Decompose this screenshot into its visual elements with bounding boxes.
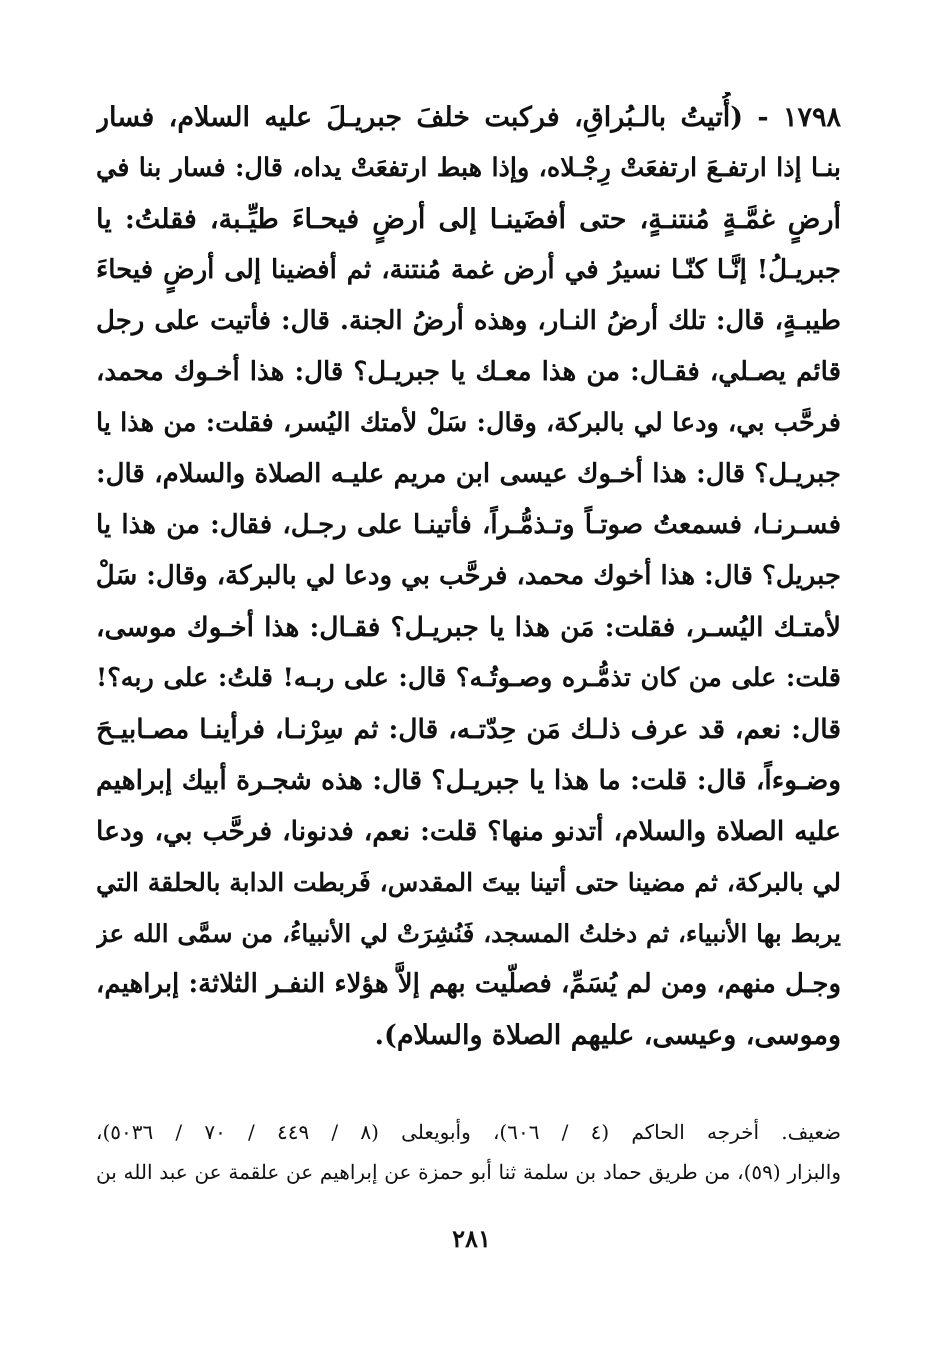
hadith-line: جبريل؟ قال: هذا أخوك محمد، فرحَّب بي ودعا لي بالبركة، وقال: سَلْ	[96, 561, 841, 591]
hadith-line: قال: نعم، قد عرف ذلـك مَن حِدّتـه، قال: ثم سِرْنـا، فرأينـا مصـابيـحَ	[96, 714, 841, 745]
hadith-line: لأمتـك اليُسـر، فقلت: مَن هذا يا جبريـل؟ فقـال: هذا أخـوك موسى،	[96, 612, 841, 643]
hadith-line: قلت: على من كان تذمُّـره وصـوتُـه؟ قال: على ربـه! قلتُ: على ربه؟!	[96, 663, 841, 693]
hadith-line: يربط بها الأنبياء، ثم دخلتُ المسجد، فَنُشِرَتْ لي الأنبياءُ، من سمَّى الله عز	[96, 919, 841, 948]
hadith-line: أرضٍ غمَّـةٍ مُنتنـةٍ، حتى أفضَينـا إلى أرضٍ فيحـاءَ طيِّـبة، فقلتُ: يا	[96, 204, 841, 235]
hadith-line: طيبـةٍ، قال: تلك أرضُ النـار، وهذه أرضُ الجنة. قال: فأتيت على رجل	[96, 306, 841, 336]
hadith-line: قائم يصـلي، فقـال: من هذا معـك يا جبريـل؟ قال: هذا أخـوك محمد،	[96, 357, 841, 387]
footnote	[96, 1112, 841, 1192]
footnote-line: ضعيف. أخرجه الحاكم (٤ / ٦٠٦)، وأبويعلى (٨ / ٤٤٩ / ٧٠ / ٥٠٣٦)،	[96, 1120, 841, 1144]
hadith-line: جبريـل؟ قال: هذا أخـوك عيسى ابن مريم عليـه الصلاة والسلام، قال:	[96, 459, 841, 489]
hadith-line: وموسى، وعيسى، عليهم الصلاة والسلام).	[374, 1020, 841, 1051]
hadith-line: ١٧٩٨ - (أُتيتُ بالـبُراقِ، فركبت خلفَ جبريـلَ عليه السلام، فسار	[96, 102, 841, 133]
hadith-line: جبريـلُ! إنَّـا كنّـا نسيرُ في أرض غمة مُنتنة، ثم أفضينا إلى أرضٍ فيحاءَ	[96, 255, 841, 285]
hadith-line: عليه الصلاة والسلام، أتدنو منها؟ قلت: نعم، فدنونا، فرحَّب بي، ودعا	[96, 816, 841, 847]
footnote-line: والبزار (٥٩)، من طريق حماد بن سلمة ثنا أبو حمزة عن إبراهيم عن علقمة عن عبد الله بن	[96, 1160, 841, 1184]
hadith-text	[96, 92, 841, 1061]
hadith-line: وضـوءاً، قال: قلت: ما هذا يا جبريـل؟ قال: هذه شجـرة أبيك إبراهيم	[96, 765, 841, 796]
hadith-line: فسـرنـا، فسمعتُ صوتـاً وتـذمُّـراً، فأتينـا على رجـل، فقال: من هذا يا	[96, 510, 841, 540]
hadith-line: بنـا إذا ارتفـعَ ارتفعَتْ رِجْـلاه، وإذا هبط ارتفعَتْ يداه، قال: فسار بنا في	[96, 153, 841, 183]
hadith-line: فرحَّب بي، ودعا لي بالبركة، وقال: سَلْ لأمتك اليُسر، فقلت: من هذا يا	[96, 408, 841, 438]
page-number: ٢٨١	[452, 1224, 491, 1253]
hadith-line: وجـل منهم، ومن لم يُسَمِّ، فصلّيت بهم إلاَّ هؤلاء النفـر الثلاثة: إبراهيم،	[96, 969, 841, 999]
hadith-line: لي بالبركة، ثم مضينا حتى أتينا بيتَ المقدس، فَربطت الدابة بالحلقة التي	[96, 868, 841, 897]
